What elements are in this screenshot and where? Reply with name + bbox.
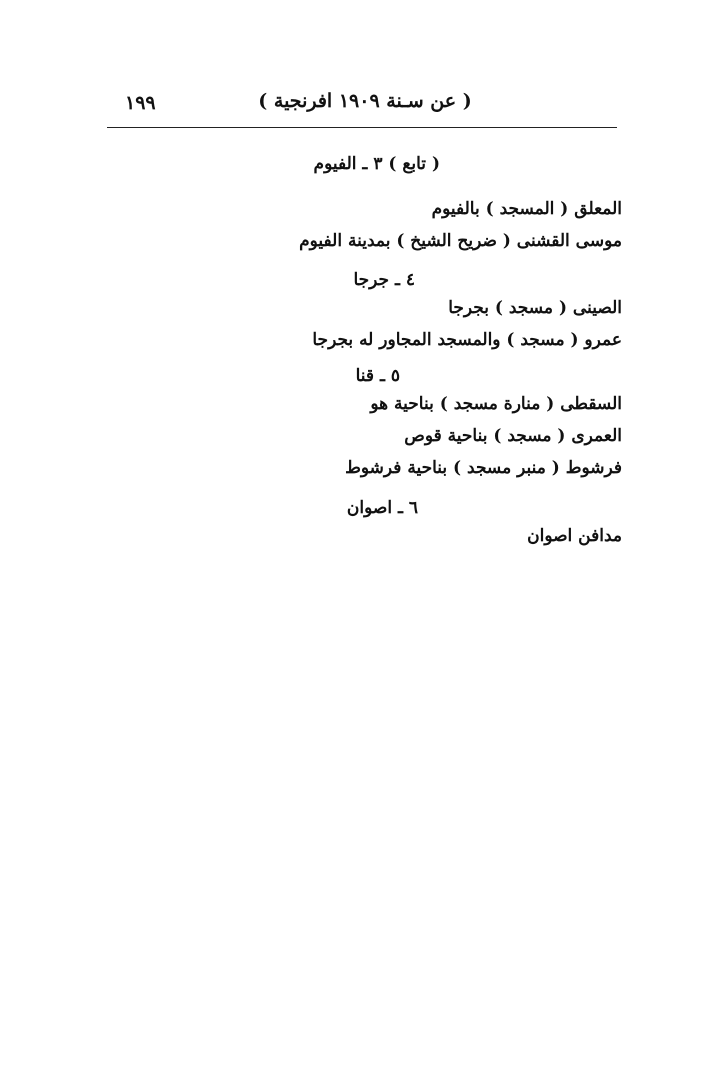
list-item: المعلق ( المسجد ) بالفيوم [431,199,622,219]
page-number: ١٩٩ [125,92,156,114]
list-item: فرشوط ( منبر مسجد ) بناحية فرشوط [345,458,622,478]
list-item: موسى القشنى ( ضريح الشيخ ) بمدينة الفيوم [299,231,622,251]
section-heading-aswan: ٦ ـ اصوان [346,498,418,518]
list-item: الصينى ( مسجد ) بجرجا [448,298,622,318]
list-item: مدافن اصوان [527,526,622,546]
running-header-title: ( عن سـنة ١٩٠٩ افرنجية ) [258,90,472,112]
section-heading-fayoum: ( تابع ) ٣ ـ الفيوم [313,154,440,174]
list-item: عمرو ( مسجد ) والمسجد المجاور له بجرجا [312,330,622,350]
list-item: العمرى ( مسجد ) بناحية قوص [404,426,622,446]
section-heading-qena: ٥ ـ قنا [355,366,400,386]
list-item: السقطى ( منارة مسجد ) بناحية هو [370,394,622,414]
header-rule [107,127,617,128]
section-heading-girga: ٤ ـ جرجا [353,270,415,290]
